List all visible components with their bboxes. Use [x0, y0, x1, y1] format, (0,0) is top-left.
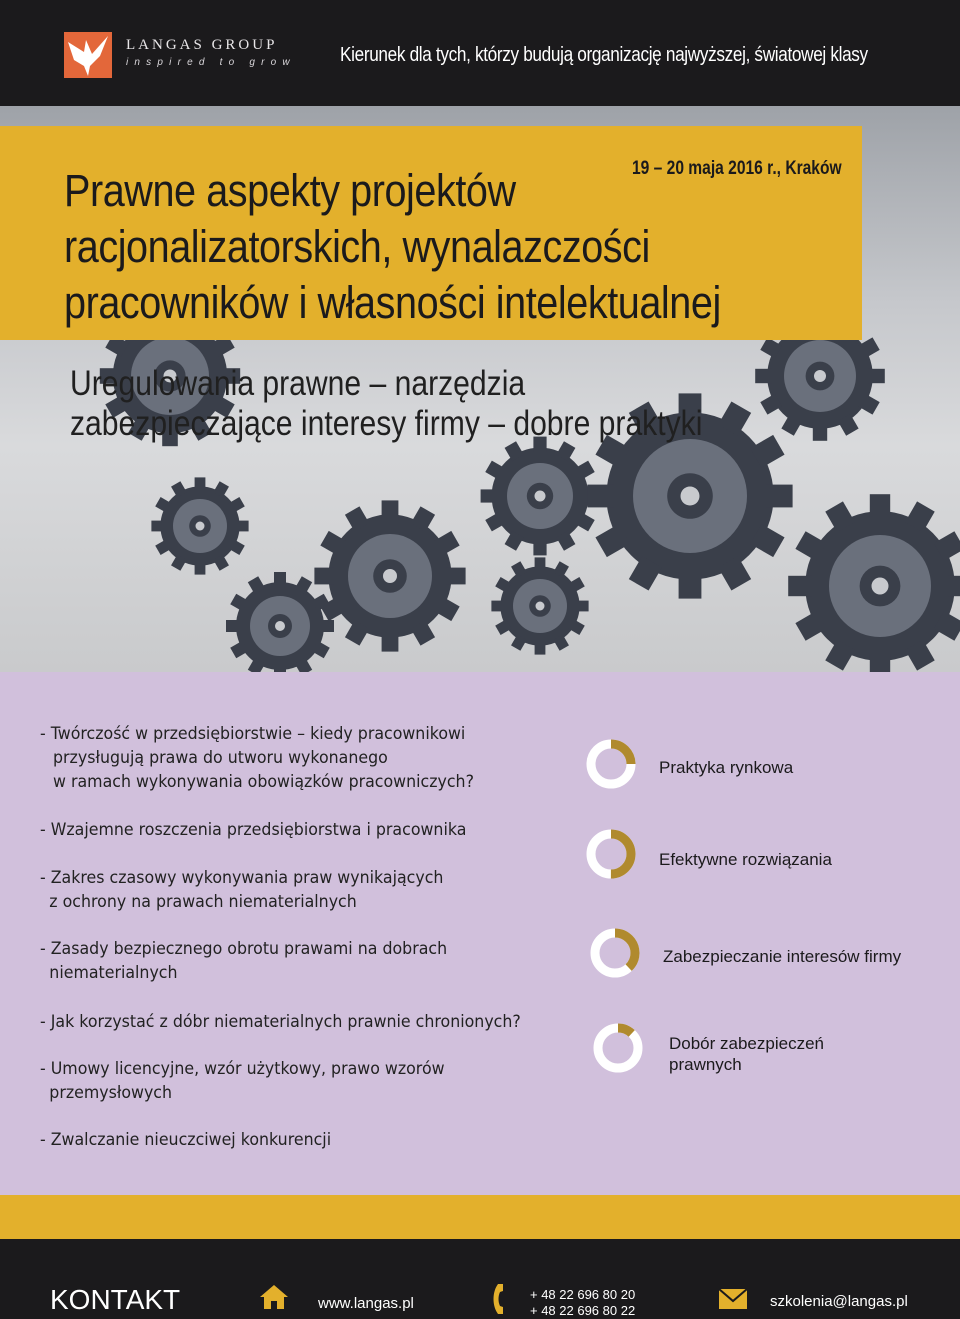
feature-label: Efektywne rozwiązania [659, 850, 832, 869]
topic-line: - Zwalczanie nieuczciwej konkurencji [40, 1130, 332, 1150]
event-subtitle [70, 364, 703, 444]
phone-icon [492, 1282, 510, 1316]
progress-ring-icon [585, 828, 637, 880]
feature-label: Dobór zabezpieczeń prawnych [669, 1034, 824, 1074]
header-slogan: Kierunek dla tych, którzy budują organizację najwyższej, światowej klasy [340, 44, 868, 66]
topic-line: - Zasady bezpiecznego obrotu prawami na dobrach [40, 939, 448, 959]
topic-line: - Wzajemne roszczenia przedsiębiorstwa i pracownika [40, 820, 467, 840]
brand-name: LANGAS GROUP [126, 37, 278, 53]
topic-item [40, 818, 466, 842]
phone-number[interactable]: + 48 22 696 80 22 [530, 1303, 636, 1318]
title-line: racjonalizatorskich, wynalazczości [64, 221, 650, 272]
topic-line: z ochrony na prawach niematerialnych [49, 892, 357, 912]
event-date: 19 – 20 maja 2016 r., Kraków [632, 158, 842, 179]
progress-ring-icon [589, 927, 641, 979]
topic-item [40, 1010, 521, 1034]
progress-ring-icon [592, 1022, 644, 1074]
mail-icon [718, 1288, 748, 1310]
topic-line: - Twórczość w przedsiębiorstwie – kiedy pracownikowi [40, 724, 466, 744]
subtitle-line: Uregulowania prawne – narzędzia [70, 364, 526, 403]
brand-tagline: inspired to grow [126, 57, 296, 68]
topic-item [40, 937, 447, 985]
phone-number[interactable]: + 48 22 696 80 20 [530, 1287, 636, 1302]
topic-line: - Umowy licencyjne, wzór użytkowy, prawo wzorów [40, 1059, 445, 1079]
topic-line: przemysłowych [49, 1083, 173, 1103]
bird-logo-icon [64, 32, 112, 78]
topic-item [40, 1128, 331, 1152]
feature-label: Zabezpieczanie interesów firmy [663, 947, 902, 966]
topic-line: przysługują prawa do utworu wykonanego [53, 748, 388, 768]
email-link[interactable]: szkolenia@langas.pl [770, 1293, 908, 1310]
topic-item [40, 866, 443, 914]
title-line: pracowników i własności intelektualnej [64, 277, 721, 328]
topic-line: niematerialnych [49, 963, 178, 983]
feature-label: Praktyka rynkowa [659, 758, 794, 777]
topic-line: - Jak korzystać z dóbr niematerialnych prawnie chronionych? [40, 1012, 521, 1032]
event-title [64, 163, 742, 331]
topic-item [40, 1057, 445, 1105]
contact-label: KONTAKT [50, 1284, 181, 1315]
progress-ring-icon [585, 738, 637, 790]
gold-divider [0, 1195, 960, 1239]
subtitle-line: zabezpieczające interesy firmy – dobre praktyki [70, 404, 703, 443]
home-icon [258, 1283, 290, 1311]
topic-item [40, 722, 474, 794]
topic-line: w ramach wykonywania obowiązków pracowniczych? [53, 772, 474, 792]
website-link[interactable]: www.langas.pl [318, 1295, 414, 1312]
title-line: Prawne aspekty projektów [64, 165, 516, 216]
topic-line: - Zakres czasowy wykonywania praw wynikających [40, 868, 444, 888]
